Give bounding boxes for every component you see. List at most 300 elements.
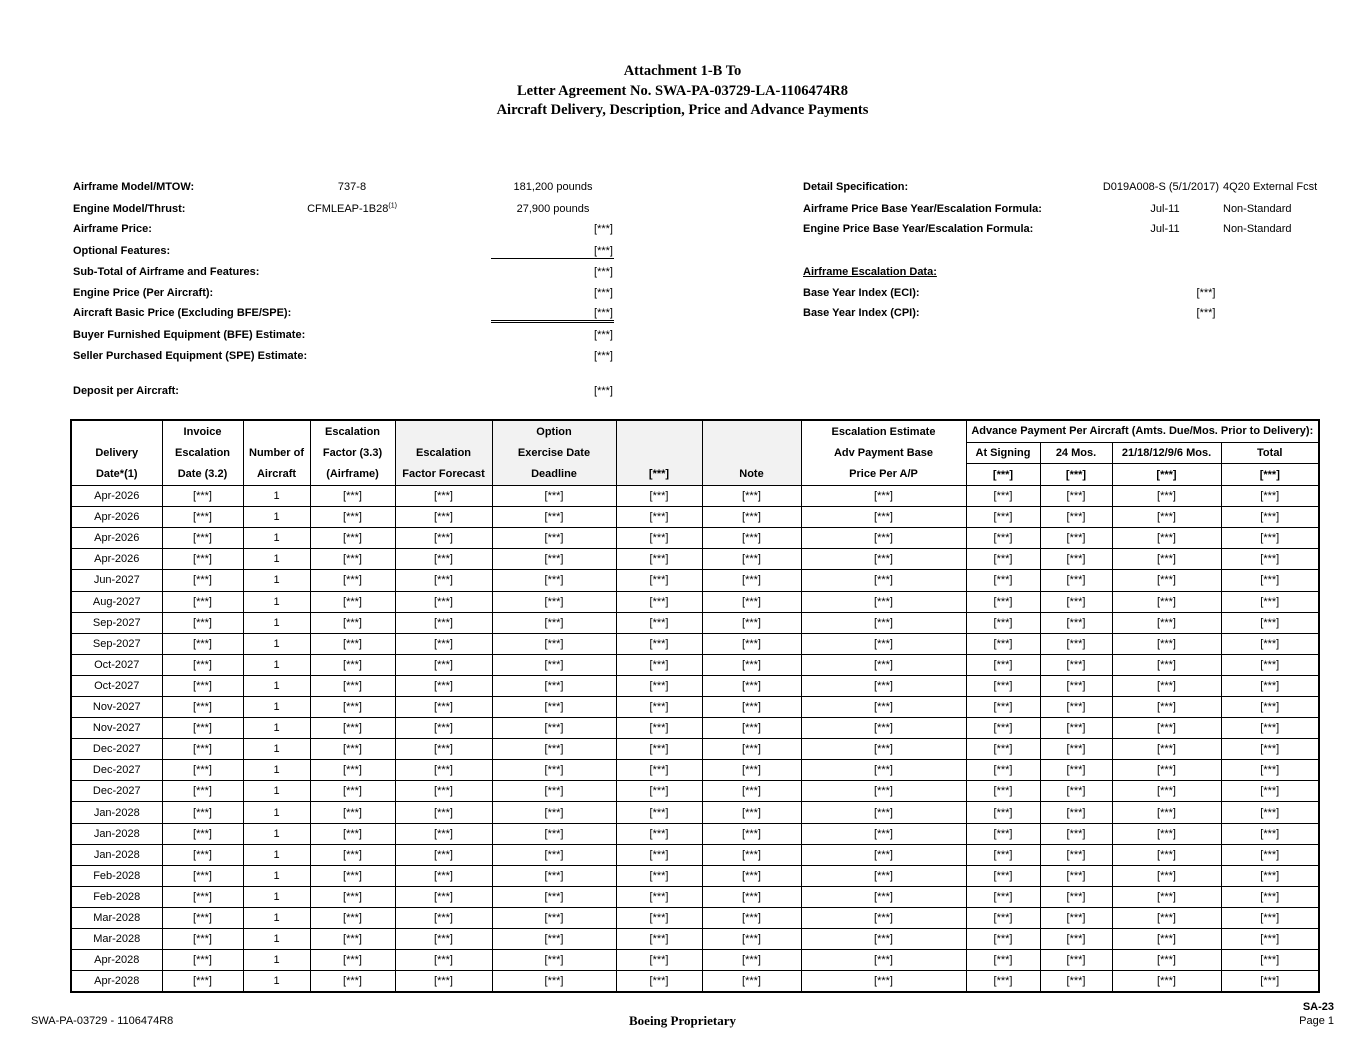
cell-invoice-date: [***] [162,633,243,654]
cell-escalation-estimate: [***] [801,781,966,802]
cell-redacted: [***] [616,486,702,507]
mtow-value: 181,200 pounds [513,181,593,193]
cell-invoice-date: [***] [162,675,243,696]
cell-total: [***] [1221,781,1319,802]
cell-at-signing: [***] [966,528,1040,549]
cell-at-signing: [***] [966,591,1040,612]
cell-mos-21: [***] [1112,570,1221,591]
cell-escalation-factor: [***] [310,570,395,591]
optional-features-label: Optional Features: [73,245,171,257]
cell-note: [***] [702,739,801,760]
table-row [71,486,1319,507]
cell-redacted: [***] [616,633,702,654]
cell-escalation-factor: [***] [310,528,395,549]
cell-mos-21: [***] [1112,591,1221,612]
hdr-redacted-1 [616,420,702,442]
cell-total: [***] [1221,507,1319,528]
cell-total: [***] [1221,865,1319,886]
cell-mos-21: [***] [1112,760,1221,781]
hdr-forecast-1 [395,420,492,442]
cell-escalation-forecast: [***] [395,507,492,528]
cell-aircraft-count: 1 [243,654,310,675]
hdr-number-1 [243,420,310,442]
basic-price-double-rule-1 [491,320,614,321]
cell-delivery-date: Sep-2027 [71,633,162,654]
cell-mos-24: [***] [1040,802,1112,823]
cell-at-signing: [***] [966,865,1040,886]
cell-aircraft-count: 1 [243,591,310,612]
cell-note: [***] [702,591,801,612]
cell-invoice-date: [***] [162,929,243,950]
cell-escalation-estimate: [***] [801,570,966,591]
cell-escalation-factor: [***] [310,739,395,760]
engine-model-label: Engine Model/Thrust: [73,203,186,215]
hdr-21-mos: 21/18/12/9/6 Mos. [1112,442,1221,464]
cell-escalation-estimate: [***] [801,633,966,654]
cell-escalation-factor: [***] [310,823,395,844]
cell-option-deadline: [***] [492,718,616,739]
delivery-schedule-table [70,419,1320,993]
cell-aircraft-count: 1 [243,844,310,865]
cell-total: [***] [1221,739,1319,760]
cell-escalation-forecast: [***] [395,971,492,993]
cell-note: [***] [702,844,801,865]
table-row [71,570,1319,591]
optional-features-value: [***] [594,245,613,257]
cell-delivery-date: Feb-2028 [71,865,162,886]
cell-total: [***] [1221,950,1319,971]
table-row [71,675,1319,696]
engine-model-value [295,202,409,216]
subtotal-rule [491,258,614,259]
cell-escalation-forecast: [***] [395,591,492,612]
cell-aircraft-count: 1 [243,633,310,654]
cell-escalation-estimate: [***] [801,486,966,507]
cell-escalation-estimate: [***] [801,950,966,971]
cell-delivery-date: Oct-2027 [71,654,162,675]
cell-at-signing: [***] [966,697,1040,718]
cell-escalation-forecast: [***] [395,528,492,549]
cell-aircraft-count: 1 [243,612,310,633]
cell-invoice-date: [***] [162,739,243,760]
table-row [71,907,1319,928]
cell-mos-24: [***] [1040,633,1112,654]
cell-redacted: [***] [616,697,702,718]
cell-delivery-date: Nov-2027 [71,718,162,739]
hdr-note-2 [702,442,801,464]
table-row [71,823,1319,844]
hdr-total: Total [1221,442,1319,464]
cell-escalation-forecast: [***] [395,612,492,633]
cell-option-deadline: [***] [492,591,616,612]
engine-base-year: Jul-11 [1150,223,1180,235]
cell-escalation-forecast: [***] [395,654,492,675]
table-row [71,802,1319,823]
cell-option-deadline: [***] [492,929,616,950]
cell-aircraft-count: 1 [243,528,310,549]
cell-aircraft-count: 1 [243,823,310,844]
cell-option-deadline: [***] [492,950,616,971]
cell-mos-24: [***] [1040,929,1112,950]
hdr-redacted-2 [616,442,702,464]
cell-escalation-forecast: [***] [395,844,492,865]
cell-escalation-factor: [***] [310,760,395,781]
cell-escalation-estimate: [***] [801,907,966,928]
cell-invoice-date: [***] [162,528,243,549]
cell-mos-24: [***] [1040,886,1112,907]
cell-note: [***] [702,486,801,507]
cell-mos-24: [***] [1040,507,1112,528]
hdr-option-3: Deadline [492,464,616,486]
cell-escalation-forecast: [***] [395,549,492,570]
table-row [71,718,1319,739]
hdr-escalation-factor-3: (Airframe) [310,464,395,486]
engine-base-label: Engine Price Base Year/Escalation Formula: [803,223,1034,235]
cell-escalation-estimate: [***] [801,929,966,950]
cell-delivery-date: Jan-2028 [71,844,162,865]
engine-model-name: CFMLEAP-1B28 [307,203,389,215]
cell-option-deadline: [***] [492,739,616,760]
hdr-21-mos-2: [***] [1112,464,1221,486]
cell-redacted: [***] [616,507,702,528]
cell-mos-24: [***] [1040,591,1112,612]
cell-redacted: [***] [616,718,702,739]
table-body [71,486,1319,993]
airframe-price-label: Airframe Price: [73,223,152,235]
cell-total: [***] [1221,907,1319,928]
cell-escalation-forecast: [***] [395,950,492,971]
cell-delivery-date: Apr-2026 [71,528,162,549]
cell-redacted: [***] [616,528,702,549]
cell-mos-24: [***] [1040,612,1112,633]
cell-mos-24: [***] [1040,718,1112,739]
cell-at-signing: [***] [966,612,1040,633]
cell-note: [***] [702,549,801,570]
cell-aircraft-count: 1 [243,697,310,718]
table-row [71,633,1319,654]
cell-mos-21: [***] [1112,549,1221,570]
cell-mos-21: [***] [1112,486,1221,507]
escalation-data-label: Airframe Escalation Data: [803,266,937,278]
cell-delivery-date: Apr-2026 [71,486,162,507]
document-title [0,62,1365,121]
cell-at-signing: [***] [966,739,1040,760]
title-line-2: Letter Agreement No. SWA-PA-03729-LA-1106474R8 [516,82,849,99]
cell-aircraft-count: 1 [243,570,310,591]
cell-mos-21: [***] [1112,823,1221,844]
eci-value: [***] [1196,287,1216,299]
cell-escalation-estimate: [***] [801,760,966,781]
cell-escalation-factor: [***] [310,507,395,528]
cell-delivery-date: Feb-2028 [71,886,162,907]
cell-total: [***] [1221,591,1319,612]
hdr-note-1 [702,420,801,442]
table-row [71,739,1319,760]
cell-redacted: [***] [616,823,702,844]
cell-at-signing: [***] [966,971,1040,993]
cell-option-deadline: [***] [492,507,616,528]
hdr-number-3: Aircraft [243,464,310,486]
cell-mos-24: [***] [1040,570,1112,591]
cell-total: [***] [1221,549,1319,570]
cell-escalation-factor: [***] [310,633,395,654]
cell-aircraft-count: 1 [243,718,310,739]
engine-formula: Non-Standard [1223,223,1292,235]
cell-at-signing: [***] [966,718,1040,739]
cell-invoice-date: [***] [162,760,243,781]
cell-mos-21: [***] [1112,739,1221,760]
cell-note: [***] [702,760,801,781]
cell-escalation-factor: [***] [310,781,395,802]
cell-redacted: [***] [616,781,702,802]
cell-option-deadline: [***] [492,675,616,696]
cell-escalation-forecast: [***] [395,929,492,950]
cell-redacted: [***] [616,971,702,993]
cell-at-signing: [***] [966,760,1040,781]
cell-mos-21: [***] [1112,718,1221,739]
hdr-24-mos: 24 Mos. [1040,442,1112,464]
cell-escalation-factor: [***] [310,612,395,633]
cell-escalation-estimate: [***] [801,865,966,886]
cell-mos-21: [***] [1112,528,1221,549]
cell-total: [***] [1221,760,1319,781]
cell-escalation-forecast: [***] [395,781,492,802]
cell-option-deadline: [***] [492,886,616,907]
cell-mos-21: [***] [1112,886,1221,907]
deposit-label: Deposit per Aircraft: [73,385,179,397]
airframe-model-value: 737-8 [337,181,367,193]
cell-invoice-date: [***] [162,865,243,886]
table-row [71,844,1319,865]
footer-proprietary: Boeing Proprietary [629,1013,736,1028]
cell-delivery-date: Nov-2027 [71,697,162,718]
table-row [71,697,1319,718]
hdr-redacted-3: [***] [616,464,702,486]
cell-total: [***] [1221,823,1319,844]
table-row [71,971,1319,993]
title-line-3: Aircraft Delivery, Description, Price and Advance Payments [496,102,869,118]
cell-aircraft-count: 1 [243,549,310,570]
table-row [71,507,1319,528]
cell-total: [***] [1221,718,1319,739]
hdr-delivery-1 [71,420,162,442]
cell-escalation-forecast: [***] [395,718,492,739]
cell-mos-21: [***] [1112,802,1221,823]
cell-note: [***] [702,907,801,928]
cell-at-signing: [***] [966,507,1040,528]
hdr-at-signing-2: [***] [966,464,1040,486]
cell-note: [***] [702,886,801,907]
cell-note: [***] [702,570,801,591]
cell-delivery-date: Aug-2027 [71,591,162,612]
cell-mos-24: [***] [1040,781,1112,802]
cell-escalation-estimate: [***] [801,844,966,865]
airframe-base-label: Airframe Price Base Year/Escalation Formula: [803,203,1042,215]
table-row [71,929,1319,950]
cell-escalation-estimate: [***] [801,549,966,570]
cell-note: [***] [702,654,801,675]
cell-note: [***] [702,950,801,971]
subtotal-label: Sub-Total of Airframe and Features: [73,266,260,278]
cell-escalation-forecast: [***] [395,486,492,507]
cell-redacted: [***] [616,739,702,760]
cell-total: [***] [1221,929,1319,950]
bfe-value: [***] [594,329,613,341]
title-line-1: Attachment 1-B To [623,63,742,79]
cell-delivery-date: Dec-2027 [71,739,162,760]
cell-aircraft-count: 1 [243,971,310,993]
table-row [71,549,1319,570]
cell-aircraft-count: 1 [243,760,310,781]
cell-at-signing: [***] [966,929,1040,950]
cell-delivery-date: Dec-2027 [71,781,162,802]
cell-escalation-forecast: [***] [395,675,492,696]
cell-escalation-forecast: [***] [395,886,492,907]
cell-total: [***] [1221,844,1319,865]
cell-mos-21: [***] [1112,865,1221,886]
cell-invoice-date: [***] [162,718,243,739]
airframe-base-year: Jul-11 [1150,203,1180,215]
cell-aircraft-count: 1 [243,781,310,802]
cell-invoice-date: [***] [162,802,243,823]
hdr-advance-payment-title: Advance Payment Per Aircraft (Amts. Due/Mos. Prior to Delivery): [966,420,1319,442]
cell-at-signing: [***] [966,844,1040,865]
cell-escalation-forecast: [***] [395,760,492,781]
cell-note: [***] [702,802,801,823]
cell-mos-21: [***] [1112,633,1221,654]
cell-redacted: [***] [616,886,702,907]
cell-note: [***] [702,697,801,718]
airframe-formula: Non-Standard [1223,203,1292,215]
cell-mos-24: [***] [1040,907,1112,928]
cell-delivery-date: Dec-2027 [71,760,162,781]
cell-aircraft-count: 1 [243,865,310,886]
cell-at-signing: [***] [966,781,1040,802]
cell-note: [***] [702,633,801,654]
engine-footnote: (1) [388,202,397,210]
cell-option-deadline: [***] [492,802,616,823]
hdr-invoice-1: Invoice [162,420,243,442]
cell-mos-21: [***] [1112,971,1221,993]
cell-option-deadline: [***] [492,612,616,633]
cell-option-deadline: [***] [492,907,616,928]
cell-mos-21: [***] [1112,844,1221,865]
table-row [71,886,1319,907]
cell-note: [***] [702,675,801,696]
footer-sa-number: SA-23 [1302,1001,1334,1013]
cell-at-signing: [***] [966,549,1040,570]
cell-redacted: [***] [616,760,702,781]
cell-mos-21: [***] [1112,907,1221,928]
hdr-total-2: [***] [1221,464,1319,486]
cell-mos-21: [***] [1112,781,1221,802]
table-row [71,781,1319,802]
cell-delivery-date: Apr-2026 [71,507,162,528]
hdr-invoice-2: Escalation [162,442,243,464]
cell-redacted: [***] [616,612,702,633]
cell-invoice-date: [***] [162,507,243,528]
cell-total: [***] [1221,971,1319,993]
cell-escalation-estimate: [***] [801,675,966,696]
cell-delivery-date: Mar-2028 [71,907,162,928]
cell-note: [***] [702,612,801,633]
cell-note: [***] [702,507,801,528]
cell-mos-21: [***] [1112,697,1221,718]
cell-escalation-factor: [***] [310,971,395,993]
cell-escalation-factor: [***] [310,486,395,507]
cell-escalation-factor: [***] [310,697,395,718]
hdr-forecast-3: Factor Forecast [395,464,492,486]
cell-mos-24: [***] [1040,528,1112,549]
cell-invoice-date: [***] [162,570,243,591]
hdr-forecast-2: Escalation [395,442,492,464]
cell-escalation-estimate: [***] [801,612,966,633]
cell-at-signing: [***] [966,907,1040,928]
cell-escalation-forecast: [***] [395,633,492,654]
cell-total: [***] [1221,486,1319,507]
cell-option-deadline: [***] [492,549,616,570]
cell-escalation-estimate: [***] [801,739,966,760]
cell-escalation-forecast: [***] [395,697,492,718]
cell-redacted: [***] [616,549,702,570]
cell-total: [***] [1221,675,1319,696]
cell-delivery-date: Jun-2027 [71,570,162,591]
cell-option-deadline: [***] [492,760,616,781]
footer-document-id: SWA-PA-03729 - 1106474R8 [31,1015,174,1027]
cell-total: [***] [1221,654,1319,675]
cell-invoice-date: [***] [162,844,243,865]
detail-spec-label: Detail Specification: [803,181,909,193]
cell-option-deadline: [***] [492,781,616,802]
cell-invoice-date: [***] [162,781,243,802]
table-row [71,865,1319,886]
cell-redacted: [***] [616,654,702,675]
basic-price-value: [***] [594,307,613,319]
cell-escalation-forecast: [***] [395,802,492,823]
cell-at-signing: [***] [966,486,1040,507]
cell-option-deadline: [***] [492,971,616,993]
cell-note: [***] [702,528,801,549]
cell-escalation-estimate: [***] [801,823,966,844]
table-row [71,528,1319,549]
cell-redacted: [***] [616,570,702,591]
bfe-label: Buyer Furnished Equipment (BFE) Estimate: [73,329,306,341]
cell-escalation-factor: [***] [310,865,395,886]
hdr-delivery-3: Date*(1) [71,464,162,486]
cell-mos-24: [***] [1040,823,1112,844]
cell-total: [***] [1221,697,1319,718]
cell-escalation-estimate: [***] [801,528,966,549]
basic-price-label: Aircraft Basic Price (Excluding BFE/SPE): [73,307,292,319]
hdr-option-2: Exercise Date [492,442,616,464]
cpi-value: [***] [1196,307,1216,319]
cell-escalation-estimate: [***] [801,697,966,718]
cell-mos-21: [***] [1112,675,1221,696]
cell-escalation-estimate: [***] [801,654,966,675]
cell-redacted: [***] [616,950,702,971]
cell-option-deadline: [***] [492,823,616,844]
hdr-estimate-3: Price Per A/P [801,464,966,486]
cell-note: [***] [702,781,801,802]
cell-option-deadline: [***] [492,486,616,507]
table-row [71,760,1319,781]
hdr-invoice-3: Date (3.2) [162,464,243,486]
table-row [71,591,1319,612]
table-row [71,950,1319,971]
cell-delivery-date: Oct-2027 [71,675,162,696]
cell-mos-24: [***] [1040,760,1112,781]
cell-escalation-factor: [***] [310,591,395,612]
